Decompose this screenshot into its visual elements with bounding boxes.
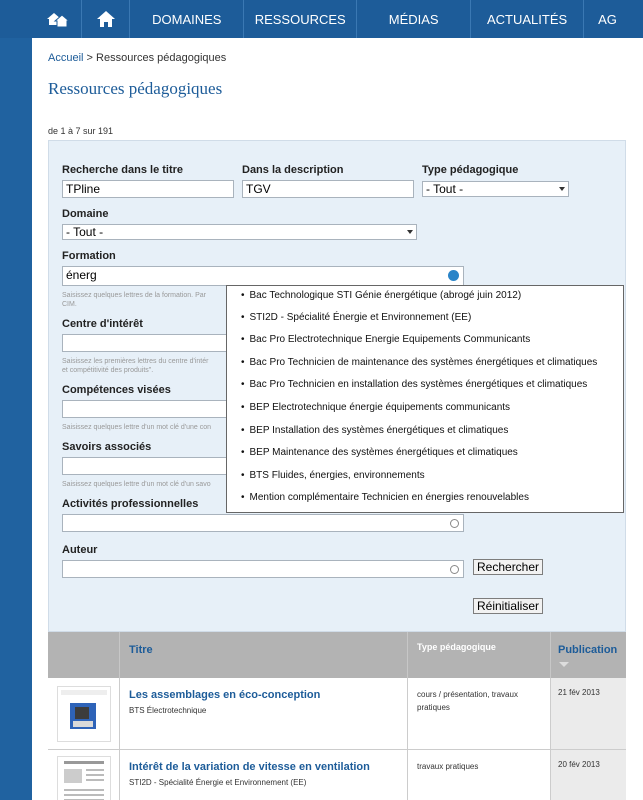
- pedagogic-type-select[interactable]: [422, 181, 569, 197]
- column-divider: [407, 632, 408, 678]
- resource-date: 21 fév 2013: [558, 688, 600, 697]
- formation-hint-line-1: Saisissez quelques lettres de la formation. Par: [62, 292, 206, 299]
- skills-hint: Saisissez quelques lettre d'un mot clé d'une con: [62, 424, 211, 431]
- resource-formation: BTS Électrotechnique: [129, 706, 207, 715]
- activities-input[interactable]: [62, 514, 464, 532]
- autocomplete-indicator-icon: [450, 519, 459, 528]
- nav-ag[interactable]: AG: [598, 11, 617, 27]
- column-divider: [119, 678, 120, 749]
- sort-arrow-icon[interactable]: [559, 662, 569, 667]
- title-search-input[interactable]: TPline: [62, 180, 234, 198]
- author-input[interactable]: [62, 560, 464, 578]
- interest-label: Centre d'intérêt: [62, 318, 143, 330]
- formation-hint-line-2: CIM.: [62, 301, 77, 308]
- column-divider: [550, 750, 551, 800]
- suggestion-item[interactable]: • Bac Pro Electrotechnique Energie Equipements Communicants: [241, 334, 530, 345]
- activities-label: Activités professionnelles: [62, 498, 199, 510]
- type-column-header: Type pédagogique: [417, 642, 496, 652]
- resource-thumbnail[interactable]: [57, 686, 111, 742]
- resource-formation: STI2D - Spécialité Énergie et Environnement (EE): [129, 778, 307, 787]
- formation-label: Formation: [62, 250, 116, 262]
- domain-select[interactable]: [62, 224, 417, 240]
- formation-suggestions-dropdown: [226, 285, 624, 513]
- domain-value: - Tout -: [66, 225, 104, 239]
- table-row: [48, 678, 626, 750]
- pedagogic-type-label: Type pédagogique: [422, 164, 519, 176]
- publication-column-header[interactable]: Publication: [558, 644, 618, 656]
- reset-button[interactable]: Réinitialiser: [473, 598, 543, 614]
- breadcrumb-home-link[interactable]: Accueil: [48, 52, 84, 64]
- skills-label: Compétences visées: [62, 384, 171, 396]
- nav-medias[interactable]: MÉDIAS: [357, 0, 471, 38]
- resource-date: 20 fév 2013: [558, 760, 600, 769]
- nav-domaines[interactable]: DOMAINES: [130, 0, 244, 38]
- page-title: Ressources pédagogiques: [48, 79, 223, 98]
- suggestion-item[interactable]: • BEP Electrotechnique énergie équipements communicants: [241, 402, 510, 413]
- formation-input[interactable]: [62, 266, 464, 286]
- results-table-header: [48, 632, 626, 678]
- suggestion-item[interactable]: • Bac Pro Technicien en installation des systèmes énergétiques et climatiques: [241, 379, 587, 390]
- interest-hint-line-1: Saisissez les premières lettres du centre d'intér: [62, 358, 209, 365]
- resource-type: travaux pratiques: [417, 762, 479, 771]
- resource-title-link[interactable]: Intérêt de la variation de vitesse en ventilation: [129, 761, 370, 773]
- suggestion-item[interactable]: • BTS Fluides, énergies, environnements: [241, 470, 425, 481]
- breadcrumb: [48, 52, 226, 64]
- suggestion-item[interactable]: • BEP Maintenance des systèmes énergétiques et climatiques: [241, 447, 518, 458]
- suggestion-item[interactable]: • STI2D - Spécialité Énergie et Environnement (EE): [241, 312, 471, 323]
- description-label: Dans la description: [242, 164, 344, 176]
- suggestion-item[interactable]: • BEP Installation des systèmes énergétiques et climatiques: [241, 425, 508, 436]
- chevron-down-icon: [407, 230, 413, 234]
- interest-hint: [62, 357, 208, 375]
- pedagogic-type-value: - Tout -: [426, 182, 464, 196]
- suggestion-item[interactable]: • Bac Pro Technicien de maintenance des systèmes énergétiques et climatiques: [241, 357, 597, 368]
- resource-thumbnail[interactable]: [57, 756, 111, 800]
- home-network-icon[interactable]: [34, 0, 82, 38]
- suggestion-item[interactable]: • Bac Technologique STI Génie énergétique (abrogé juin 2012): [241, 290, 521, 301]
- title-search-label: Recherche dans le titre: [62, 164, 184, 176]
- column-divider: [407, 750, 408, 800]
- resource-type: cours / présentation, travaux pratiques: [417, 690, 518, 712]
- resource-title-link[interactable]: Les assemblages en éco-conception: [129, 689, 321, 701]
- column-divider: [119, 632, 120, 678]
- search-button[interactable]: Rechercher: [473, 559, 543, 575]
- result-count: de 1 à 7 sur 191: [48, 126, 114, 136]
- autocomplete-indicator-icon: [450, 565, 459, 574]
- author-label: Auteur: [62, 544, 98, 556]
- chevron-down-icon: [559, 187, 565, 191]
- column-divider: [407, 678, 408, 749]
- column-divider: [119, 750, 120, 800]
- breadcrumb-separator: >: [86, 52, 93, 64]
- interest-hint-line-2: et compétitivité des produits".: [62, 367, 154, 374]
- domain-label: Domaine: [62, 208, 109, 220]
- column-divider: [550, 632, 551, 678]
- table-row: [48, 750, 626, 800]
- publication-cell-bg: [551, 750, 626, 800]
- home-icon[interactable]: [82, 0, 130, 38]
- top-nav: [0, 0, 643, 38]
- breadcrumb-current: Ressources pédagogiques: [96, 52, 227, 64]
- knowledge-label: Savoirs associés: [62, 441, 152, 453]
- knowledge-hint: Saisissez quelques lettre d'un mot clé d'un savo: [62, 481, 211, 488]
- description-input[interactable]: TGV: [242, 180, 414, 198]
- loading-spinner-icon: [448, 270, 459, 281]
- title-column-header[interactable]: Titre: [129, 644, 153, 656]
- formation-hint: [62, 291, 206, 309]
- nav-ressources[interactable]: RESSOURCES: [244, 0, 357, 38]
- nav-actualites[interactable]: ACTUALITÉS: [471, 0, 584, 38]
- formation-input-value: énerg: [66, 268, 97, 282]
- suggestion-item[interactable]: • Mention complémentaire Technicien en énergies renouvelables: [241, 492, 529, 503]
- column-divider: [550, 678, 551, 749]
